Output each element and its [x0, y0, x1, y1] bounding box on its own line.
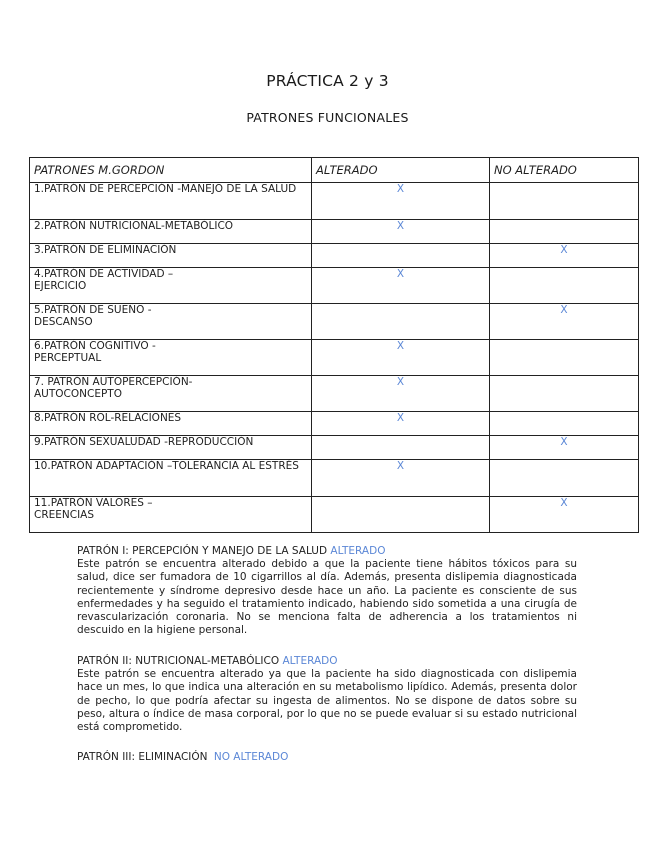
section-pattern-3 — [77, 751, 577, 764]
section-pattern-2 — [77, 655, 577, 734]
no-alterado-mark: X — [490, 244, 639, 268]
pattern-cell: 7. PATRÓN AUTOPERCEPCIÓN-AUTOCONCEPTO — [30, 376, 312, 412]
no-alterado-mark — [490, 340, 639, 376]
alterado-mark — [312, 304, 490, 340]
no-alterado-mark — [490, 268, 639, 304]
status-label: ALTERADO — [330, 545, 386, 557]
section-heading — [77, 545, 577, 558]
pattern-cell: 3.PATRÓN DE ELIMINACIÓN — [30, 244, 312, 268]
table-row — [30, 183, 639, 220]
section-title: PATRÓN II: NUTRICIONAL-METABÓLICO — [77, 655, 280, 667]
table-header-row — [30, 158, 639, 183]
table-row — [30, 460, 639, 497]
alterado-mark: X — [312, 412, 490, 436]
patterns-table — [29, 157, 639, 533]
column-header-alterado: ALTERADO — [312, 158, 490, 183]
pattern-cell: 8.PATRÓN ROL-RELACIONES — [30, 412, 312, 436]
status-label: ALTERADO — [282, 655, 338, 667]
pattern-cell: 11.PATRÓN VALORES – CREENCIAS — [30, 497, 312, 533]
table-row — [30, 412, 639, 436]
section-pattern-1 — [77, 545, 577, 637]
alterado-mark: X — [312, 268, 490, 304]
table-row — [30, 244, 639, 268]
page-title: PRÁCTICA 2 y 3 — [266, 72, 389, 90]
table-row — [30, 376, 639, 412]
column-header-no-alterado: NO ALTERADO — [490, 158, 639, 183]
alterado-mark: X — [312, 220, 490, 244]
no-alterado-mark — [490, 220, 639, 244]
section-title: PATRÓN I: PERCEPCIÓN Y MANEJO DE LA SALUD — [77, 545, 328, 557]
column-header-patterns: PATRONES M.GORDON — [30, 158, 312, 183]
pattern-cell: 9.PATRÓN SEXUALUDAD -REPRODUCCIÓN — [30, 436, 312, 460]
pattern-cell: 1.PATRÓN DE PERCEPCIÓN -MANEJO DE LA SALUD — [30, 183, 312, 220]
alterado-mark: X — [312, 340, 490, 376]
table-row — [30, 340, 639, 376]
page-subtitle: PATRONES FUNCIONALES — [246, 110, 409, 125]
pattern-cell: 5.PATRÓN DE SUEÑO - DESCANSO — [30, 304, 312, 340]
alterado-mark: X — [312, 460, 490, 497]
no-alterado-mark: X — [490, 436, 639, 460]
section-paragraph: Este patrón se encuentra alterado ya que la paciente ha sido diagnosticada con dislipemia hace un mes, lo que indica una alteración en su metabolismo lipídico. Además, presenta dolor de pecho, lo que podría afectar su ingesta de alimentos. No se dispone de datos sobre su peso, altura o índice de masa corporal, por lo que no se puede evaluar si su estado nutricional está comprometido. — [77, 668, 577, 734]
alterado-mark — [312, 244, 490, 268]
no-alterado-mark — [490, 412, 639, 436]
no-alterado-mark — [490, 460, 639, 497]
alterado-mark: X — [312, 183, 490, 220]
pattern-cell: 4.PATRÓN DE ACTIVIDAD – EJERCICIO — [30, 268, 312, 304]
section-title: PATRÓN III: ELIMINACIÓN — [77, 751, 208, 763]
no-alterado-mark: X — [490, 304, 639, 340]
table-row — [30, 497, 639, 533]
alterado-mark — [312, 436, 490, 460]
table-row — [30, 268, 639, 304]
alterado-mark — [312, 497, 490, 533]
no-alterado-mark — [490, 376, 639, 412]
section-heading — [77, 751, 577, 764]
no-alterado-mark — [490, 183, 639, 220]
section-heading — [77, 655, 577, 668]
section-paragraph: Este patrón se encuentra alterado debido a que la paciente tiene hábitos tóxicos para su salud, dice ser fumadora de 10 cigarrillos al día. Además, presenta dislipemia diagnosticada recientemente y síndrome depresivo desde hace un año. La paciente es consciente de sus enfermedades y ha seguido el tratamiento indicado, habiendo sido sometida a una cirugía de revascularización coronaria. No se menciona falta de adherencia a los tratamientos ni descuido en la higiene personal. — [77, 558, 577, 637]
pattern-cell: 2.PATRÓN NUTRICIONAL-METABÓLICO — [30, 220, 312, 244]
pattern-cell: 10.PATRÓN ADAPTACIÓN –TOLERANCIA AL ESTRÉS — [30, 460, 312, 497]
alterado-mark: X — [312, 376, 490, 412]
table-row — [30, 304, 639, 340]
pattern-cell: 6.PATRÓN COGNITIVO - PERCEPTUAL — [30, 340, 312, 376]
status-label: NO ALTERADO — [213, 751, 289, 763]
no-alterado-mark: X — [490, 497, 639, 533]
table-row — [30, 436, 639, 460]
table-row — [30, 220, 639, 244]
